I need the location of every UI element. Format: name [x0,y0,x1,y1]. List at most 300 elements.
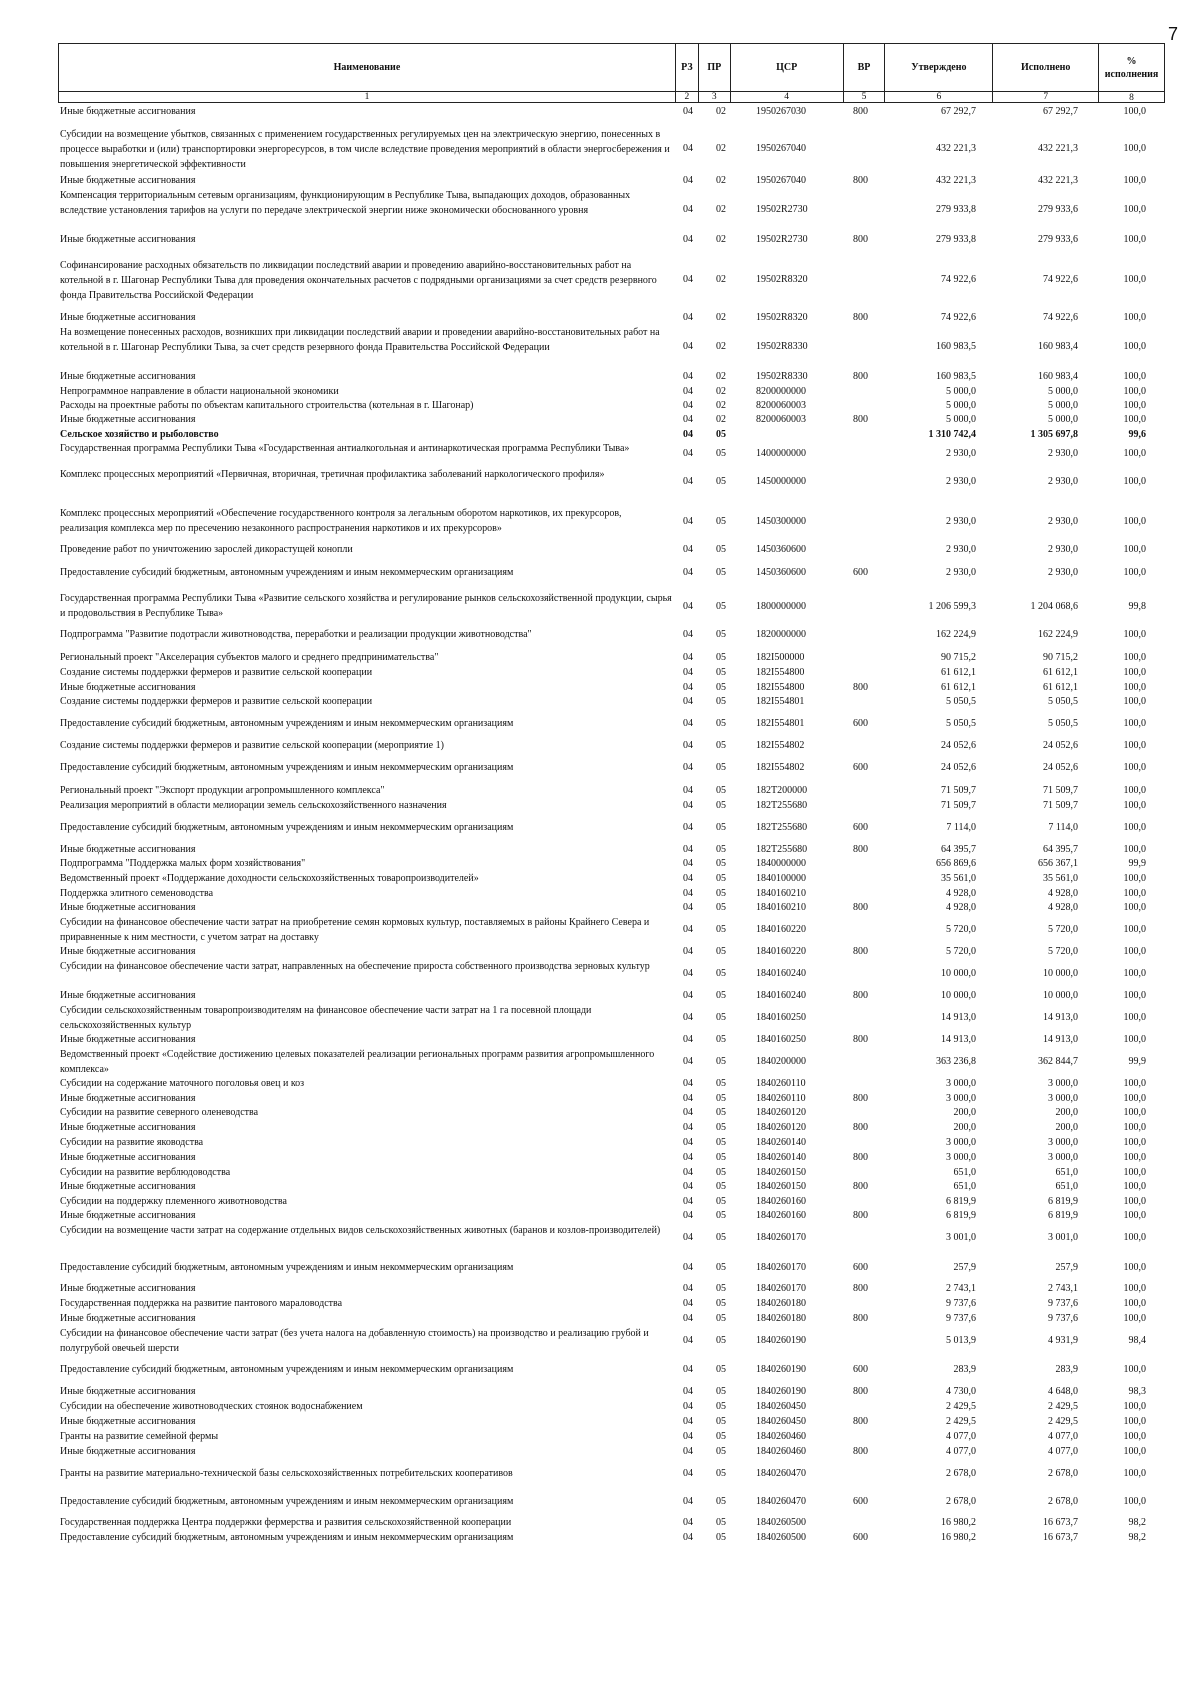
row-executed: 2 930,0 [1048,476,1078,487]
row-approved: 5 050,5 [946,696,976,707]
row-name: Гранты на развитие семейной фермы [60,1431,219,1442]
row-executed: 3 000,0 [1048,1078,1078,1089]
row-csr: 1840260110 [756,1078,806,1089]
row-percent: 100,0 [1123,143,1146,154]
row-rz: 04 [683,601,693,612]
row-rz: 04 [683,924,693,935]
row-approved: 7 114,0 [946,822,976,833]
row-approved: 279 933,8 [936,234,976,245]
row-pr: 05 [716,1446,726,1457]
row-rz: 04 [683,544,693,555]
row-percent: 100,0 [1123,1152,1146,1163]
row-rz: 04 [683,106,693,117]
row-executed: 2 930,0 [1048,544,1078,555]
row-executed: 24 052,6 [1043,740,1078,751]
row-csr: 1840200000 [756,1056,806,1067]
row-percent: 99,9 [1128,1056,1146,1067]
row-name: Иные бюджетные ассигнования [60,1122,196,1133]
row-executed: 5 050,5 [1048,718,1078,729]
row-pr: 05 [716,740,726,751]
row-csr: 1840260460 [756,1431,806,1442]
row-rz: 04 [683,740,693,751]
row-percent: 100,0 [1123,476,1146,487]
row-name: Субсидии на возмещение убытков, связанных с применением государственных регулируемых цен на электрическую энергию, понесенных в процессе выработки и (или) транспортировки энергоресурсов, в том числе вследствие проведения мероприятий в области энергосбережения и повышения энергетической эффективности [60,129,670,170]
row-percent: 100,0 [1123,629,1146,640]
row-percent: 99,8 [1128,601,1146,612]
row-name: Иные бюджетные ассигнования [60,844,196,855]
row-pr: 02 [716,274,726,285]
header-executed: Исполнено [992,44,1098,91]
row-name: Компенсация территориальным сетевым организациям, функционирующим в Республике Тыва, выпадающих доходов, образованных вследствие установления тарифов на услуги по передаче электрической энергии ниже экономически обоснованного уровня [60,190,631,216]
row-pr: 05 [716,429,726,440]
row-executed: 4 648,0 [1048,1386,1078,1397]
row-approved: 14 913,0 [941,1012,976,1023]
row-pr: 05 [716,544,726,555]
row-csr: 1840000000 [756,858,806,869]
row-percent: 100,0 [1123,1078,1146,1089]
row-vr: 800 [853,1181,868,1192]
row-name: Субсидии на развитие яководства [60,1137,204,1148]
row-rz: 04 [683,1517,693,1528]
row-pr: 05 [716,1262,726,1273]
row-csr: 1840260460 [756,1446,806,1457]
row-pr: 05 [716,1283,726,1294]
row-csr: 8200000000 [756,386,806,397]
row-percent: 100,0 [1123,1210,1146,1221]
row-executed: 9 737,6 [1048,1298,1078,1309]
header-num-2: 2 [675,92,698,102]
row-percent: 100,0 [1123,902,1146,913]
header-csr: ЦСР [730,44,843,91]
row-percent: 100,0 [1123,312,1146,323]
row-name: Региональный проект "Экспорт продукции агропромышленного комплекса" [60,785,385,796]
row-csr: 1840260170 [756,1283,806,1294]
row-executed: 2 429,5 [1048,1416,1078,1427]
row-approved: 200,0 [953,1107,976,1118]
row-executed: 257,9 [1055,1262,1078,1273]
row-percent: 100,0 [1123,990,1146,1001]
row-pr: 05 [716,1232,726,1243]
row-executed: 1 305 697,8 [1030,429,1078,440]
row-pr: 05 [716,1517,726,1528]
row-vr: 800 [853,1446,868,1457]
row-rz: 04 [683,1283,693,1294]
row-pr: 05 [716,1122,726,1133]
row-pr: 05 [716,1078,726,1089]
row-approved: 6 819,9 [946,1196,976,1207]
row-percent: 99,9 [1128,858,1146,869]
row-approved: 5 720,0 [946,946,976,957]
row-name: Софинансирование расходных обязательств по ликвидации последствий аварии и проведению аварийно-восстановительных работ на котельной в г. Шагонар Республики Тыва для проведения окончательных расчетов с подрядными организациями за счет средств резервного фонда Правительства Российской Федерации [60,260,657,301]
row-approved: 61 612,1 [941,682,976,693]
row-executed: 279 933,6 [1038,204,1078,215]
row-vr: 800 [853,1152,868,1163]
row-vr: 600 [853,762,868,773]
row-rz: 04 [683,1034,693,1045]
row-executed: 432 221,3 [1038,143,1078,154]
row-name: Субсидии на обеспечение животноводческих стоянок водоснабжением [60,1401,363,1412]
row-rz: 04 [683,1335,693,1346]
row-approved: 279 933,8 [936,204,976,215]
row-approved: 4 928,0 [946,902,976,913]
row-rz: 04 [683,682,693,693]
row-pr: 02 [716,143,726,154]
row-csr: 19502R8320 [756,274,808,285]
row-percent: 100,0 [1123,341,1146,352]
row-percent: 100,0 [1123,274,1146,285]
row-executed: 2 678,0 [1048,1468,1078,1479]
row-vr: 800 [853,1283,868,1294]
row-rz: 04 [683,822,693,833]
row-rz: 04 [683,718,693,729]
row-executed: 283,9 [1055,1364,1078,1375]
row-percent: 100,0 [1123,718,1146,729]
row-name: Иные бюджетные ассигнования [60,414,196,425]
row-rz: 04 [683,762,693,773]
row-vr: 800 [853,1093,868,1104]
row-percent: 100,0 [1123,682,1146,693]
row-name: Субсидии на финансовое обеспечение части затрат на приобретение семян кормовых культур, поставляемых в районы Крайнего Севера и приравненные к ним местности, с учетом затрат на доставку [60,917,650,943]
row-approved: 6 819,9 [946,1210,976,1221]
row-pr: 05 [716,888,726,899]
row-executed: 651,0 [1055,1181,1078,1192]
row-percent: 100,0 [1123,968,1146,979]
row-pr: 05 [716,990,726,1001]
row-percent: 100,0 [1123,652,1146,663]
row-rz: 04 [683,800,693,811]
row-approved: 71 509,7 [941,800,976,811]
row-approved: 74 922,6 [941,312,976,323]
row-name: Субсидии на финансовое обеспечение части затрат (без учета налога на добавленную стоимость) на производство и реализацию грубой и полугрубой овечьей шерсти [60,1328,649,1354]
row-approved: 90 715,2 [941,652,976,663]
row-percent: 100,0 [1123,1468,1146,1479]
row-name: Субсидии на развитие северного оленеводства [60,1107,259,1118]
row-approved: 10 000,0 [941,968,976,979]
row-csr: 8200060003 [756,400,806,411]
row-pr: 02 [716,204,726,215]
row-name: Субсидии на финансовое обеспечение части затрат, направленных на обеспечение прироста собственного производства зерновых культур [60,961,650,972]
header-percent: % исполнения [1098,44,1164,91]
row-name: Иные бюджетные ассигнования [60,1313,196,1324]
row-rz: 04 [683,400,693,411]
row-percent: 100,0 [1123,1232,1146,1243]
row-executed: 2 930,0 [1048,516,1078,527]
row-approved: 9 737,6 [946,1313,976,1324]
row-executed: 67 292,7 [1043,106,1078,117]
row-pr: 05 [716,1034,726,1045]
row-rz: 04 [683,1386,693,1397]
row-percent: 99,6 [1128,429,1146,440]
row-executed: 3 000,0 [1048,1093,1078,1104]
row-approved: 3 001,0 [946,1232,976,1243]
row-executed: 2 429,5 [1048,1401,1078,1412]
row-approved: 651,0 [953,1181,976,1192]
row-name: Иные бюджетные ассигнования [60,1093,196,1104]
row-pr: 05 [716,718,726,729]
row-name: Иные бюджетные ассигнования [60,1152,196,1163]
row-pr: 05 [716,1468,726,1479]
row-csr: 8200060003 [756,414,806,425]
row-name: Иные бюджетные ассигнования [60,234,196,245]
row-executed: 5 720,0 [1048,946,1078,957]
row-pr: 05 [716,1431,726,1442]
row-pr: 05 [716,1210,726,1221]
row-executed: 651,0 [1055,1167,1078,1178]
row-csr: 1840260140 [756,1137,806,1148]
row-rz: 04 [683,476,693,487]
row-vr: 600 [853,1496,868,1507]
header-pr: ПР [698,44,730,91]
row-percent: 100,0 [1123,800,1146,811]
row-executed: 14 913,0 [1043,1012,1078,1023]
row-csr: 1840260500 [756,1532,806,1543]
row-pr: 05 [716,946,726,957]
row-rz: 04 [683,1262,693,1273]
row-rz: 04 [683,873,693,884]
row-csr: 182I554801 [756,718,805,729]
row-rz: 04 [683,1532,693,1543]
row-vr: 800 [853,946,868,957]
row-rz: 04 [683,1446,693,1457]
row-name: Предоставление субсидий бюджетным, автономным учреждениям и иным некоммерческим организациям [60,762,514,773]
row-vr: 800 [853,1210,868,1221]
row-executed: 5 720,0 [1048,924,1078,935]
header-name: Наименование [333,61,401,73]
row-executed: 74 922,6 [1043,274,1078,285]
row-percent: 100,0 [1123,822,1146,833]
row-name: Ведомственный проект «Содействие достижению целевых показателей реализации региональных программ развития агропромышленного комплекса» [60,1049,655,1075]
row-percent: 100,0 [1123,516,1146,527]
row-vr: 600 [853,567,868,578]
row-csr: 1450360600 [756,567,806,578]
row-rz: 04 [683,1468,693,1479]
row-name: Иные бюджетные ассигнования [60,1034,196,1045]
row-rz: 04 [683,1416,693,1427]
row-name: Комплекс процессных мероприятий «Первичная, вторичная, третичная профилактика заболеваний наркологического профиля» [60,469,605,480]
row-name: Иные бюджетные ассигнования [60,682,196,693]
row-csr: 1840160220 [756,924,806,935]
row-csr: 1450000000 [756,476,806,487]
row-rz: 04 [683,1152,693,1163]
row-rz: 04 [683,1364,693,1375]
row-pr: 02 [716,234,726,245]
row-rz: 04 [683,1431,693,1442]
row-approved: 3 000,0 [946,1093,976,1104]
row-approved: 283,9 [953,1364,976,1375]
row-name: Субсидии на поддержку племенного животноводства [60,1196,287,1207]
row-vr: 800 [853,902,868,913]
row-name: Расходы на проектные работы по объектам капитального строительства (котельная в г. Шагонар) [60,400,474,411]
row-name: Иные бюджетные ассигнования [60,1210,196,1221]
row-approved: 2 930,0 [946,516,976,527]
row-approved: 67 292,7 [941,106,976,117]
row-rz: 04 [683,567,693,578]
row-pr: 02 [716,400,726,411]
row-rz: 04 [683,785,693,796]
row-approved: 24 052,6 [941,740,976,751]
row-vr: 600 [853,718,868,729]
row-rz: 04 [683,1181,693,1192]
row-rz: 04 [683,386,693,397]
row-rz: 04 [683,414,693,425]
row-pr: 05 [716,968,726,979]
row-executed: 200,0 [1055,1122,1078,1133]
row-csr: 1840260180 [756,1313,806,1324]
row-name: Ведомственный проект «Поддержание доходности сельскохозяйственных товаропроизводителей» [60,873,479,884]
row-rz: 04 [683,312,693,323]
row-pr: 05 [716,858,726,869]
row-percent: 100,0 [1123,740,1146,751]
row-name: Субсидии на содержание маточного поголовья овец и коз [60,1078,305,1089]
row-percent: 100,0 [1123,1093,1146,1104]
row-executed: 162 224,9 [1038,629,1078,640]
row-approved: 24 052,6 [941,762,976,773]
row-executed: 5 000,0 [1048,414,1078,425]
row-approved: 16 980,2 [941,1532,976,1543]
row-rz: 04 [683,204,693,215]
row-percent: 100,0 [1123,414,1146,425]
row-approved: 3 000,0 [946,1152,976,1163]
row-name: Предоставление субсидий бюджетным, автономным учреждениям и иным некоммерческим организациям [60,822,514,833]
row-csr: 182T255680 [756,822,808,833]
row-percent: 100,0 [1123,1298,1146,1309]
row-vr: 800 [853,175,868,186]
row-percent: 100,0 [1123,873,1146,884]
row-csr: 19502R2730 [756,204,808,215]
row-csr: 1840260140 [756,1152,806,1163]
row-executed: 64 395,7 [1043,844,1078,855]
row-pr: 02 [716,175,726,186]
row-executed: 2 743,1 [1048,1283,1078,1294]
row-approved: 1 206 599,3 [928,601,976,612]
row-percent: 100,0 [1123,1364,1146,1375]
row-executed: 10 000,0 [1043,990,1078,1001]
row-name: Реализация мероприятий в области мелиорации земель сельскохозяйственного назначения [60,800,447,811]
row-executed: 3 001,0 [1048,1232,1078,1243]
row-pr: 05 [716,667,726,678]
row-executed: 279 933,6 [1038,234,1078,245]
row-vr: 800 [853,1386,868,1397]
row-vr: 800 [853,844,868,855]
row-approved: 200,0 [953,1122,976,1133]
row-name: Проведение работ по уничтожению зарослей дикорастущей конопли [60,544,353,555]
row-executed: 2 930,0 [1048,448,1078,459]
row-rz: 04 [683,652,693,663]
row-executed: 7 114,0 [1048,822,1078,833]
row-rz: 04 [683,1313,693,1324]
row-percent: 100,0 [1123,844,1146,855]
row-name: Предоставление субсидий бюджетным, автономным учреждениям и иным некоммерческим организациям [60,1262,514,1273]
row-pr: 05 [716,800,726,811]
row-executed: 4 928,0 [1048,902,1078,913]
row-rz: 04 [683,143,693,154]
row-executed: 3 000,0 [1048,1152,1078,1163]
row-name: Комплекс процессных мероприятий «Обеспечение государственного контроля за легальным оборотом наркотиков, их прекурсоров, реализация комплекса мер по пресечению незаконного распространения наркотиков и их прекурсоров» [60,508,622,534]
row-pr: 05 [716,516,726,527]
row-name: Иные бюджетные ассигнования [60,990,196,1001]
row-pr: 02 [716,106,726,117]
row-approved: 656 869,6 [936,858,976,869]
row-name: Иные бюджетные ассигнования [60,312,196,323]
row-executed: 5 050,5 [1048,696,1078,707]
row-executed: 362 844,7 [1038,1056,1078,1067]
row-pr: 02 [716,312,726,323]
row-vr: 800 [853,1122,868,1133]
row-percent: 100,0 [1123,946,1146,957]
row-csr: 1950267040 [756,175,806,186]
row-name: Подпрограмма "Развитие подотрасли животноводства, переработки и реализации продукции животноводства" [60,629,532,640]
row-csr: 1840260190 [756,1335,806,1346]
row-executed: 16 673,7 [1043,1517,1078,1528]
row-approved: 162 224,9 [936,629,976,640]
row-csr: 1840260470 [756,1468,806,1479]
row-name: Субсидии сельскохозяйственным товаропроизводителям на финансовое обеспечение части затрат на 1 га посевной площади сельскохозяйственных культур [60,1005,592,1031]
row-csr: 182T255680 [756,844,808,855]
row-pr: 02 [716,386,726,397]
row-percent: 100,0 [1123,1137,1146,1148]
row-vr: 800 [853,1313,868,1324]
row-approved: 2 429,5 [946,1401,976,1412]
row-pr: 05 [716,1364,726,1375]
row-pr: 05 [716,696,726,707]
row-vr: 600 [853,1262,868,1273]
row-approved: 3 000,0 [946,1137,976,1148]
row-approved: 2 429,5 [946,1416,976,1427]
row-rz: 04 [683,1137,693,1148]
row-csr: 19502R8330 [756,341,808,352]
row-rz: 04 [683,448,693,459]
row-csr: 1840260180 [756,1298,806,1309]
row-csr: 1840100000 [756,873,806,884]
row-pr: 05 [716,1313,726,1324]
row-executed: 200,0 [1055,1107,1078,1118]
row-percent: 98,2 [1128,1532,1146,1543]
row-executed: 35 561,0 [1043,873,1078,884]
row-pr: 05 [716,1298,726,1309]
row-pr: 02 [716,371,726,382]
row-executed: 24 052,6 [1043,762,1078,773]
row-approved: 14 913,0 [941,1034,976,1045]
row-approved: 2 678,0 [946,1468,976,1479]
row-csr: 1840260120 [756,1107,806,1118]
row-rz: 04 [683,516,693,527]
row-executed: 10 000,0 [1043,968,1078,979]
row-approved: 5 720,0 [946,924,976,935]
header-approved: Утверждено [884,44,992,91]
row-percent: 100,0 [1123,1262,1146,1273]
row-percent: 100,0 [1123,400,1146,411]
row-pr: 02 [716,414,726,425]
row-percent: 100,0 [1123,1283,1146,1294]
row-approved: 61 612,1 [941,667,976,678]
row-percent: 100,0 [1123,667,1146,678]
row-name: Субсидии на развитие верблюдоводства [60,1167,231,1178]
row-approved: 160 983,5 [936,341,976,352]
row-approved: 4 730,0 [946,1386,976,1397]
row-pr: 05 [716,1386,726,1397]
row-pr: 05 [716,1181,726,1192]
row-percent: 100,0 [1123,785,1146,796]
row-csr: 182I554802 [756,762,805,773]
row-vr: 600 [853,1532,868,1543]
row-executed: 74 922,6 [1043,312,1078,323]
row-vr: 600 [853,822,868,833]
row-name: Поддержка элитного семеноводства [60,888,214,899]
row-csr: 182I500000 [756,652,805,663]
row-name: Субсидии на возмещение части затрат на содержание отдельных видов сельскохозяйственных животных (баранов и козлов-производителей) [60,1225,661,1236]
row-csr: 1840260170 [756,1262,806,1273]
row-name: Создание системы поддержки фермеров и развитие сельской кооперации [60,667,373,678]
